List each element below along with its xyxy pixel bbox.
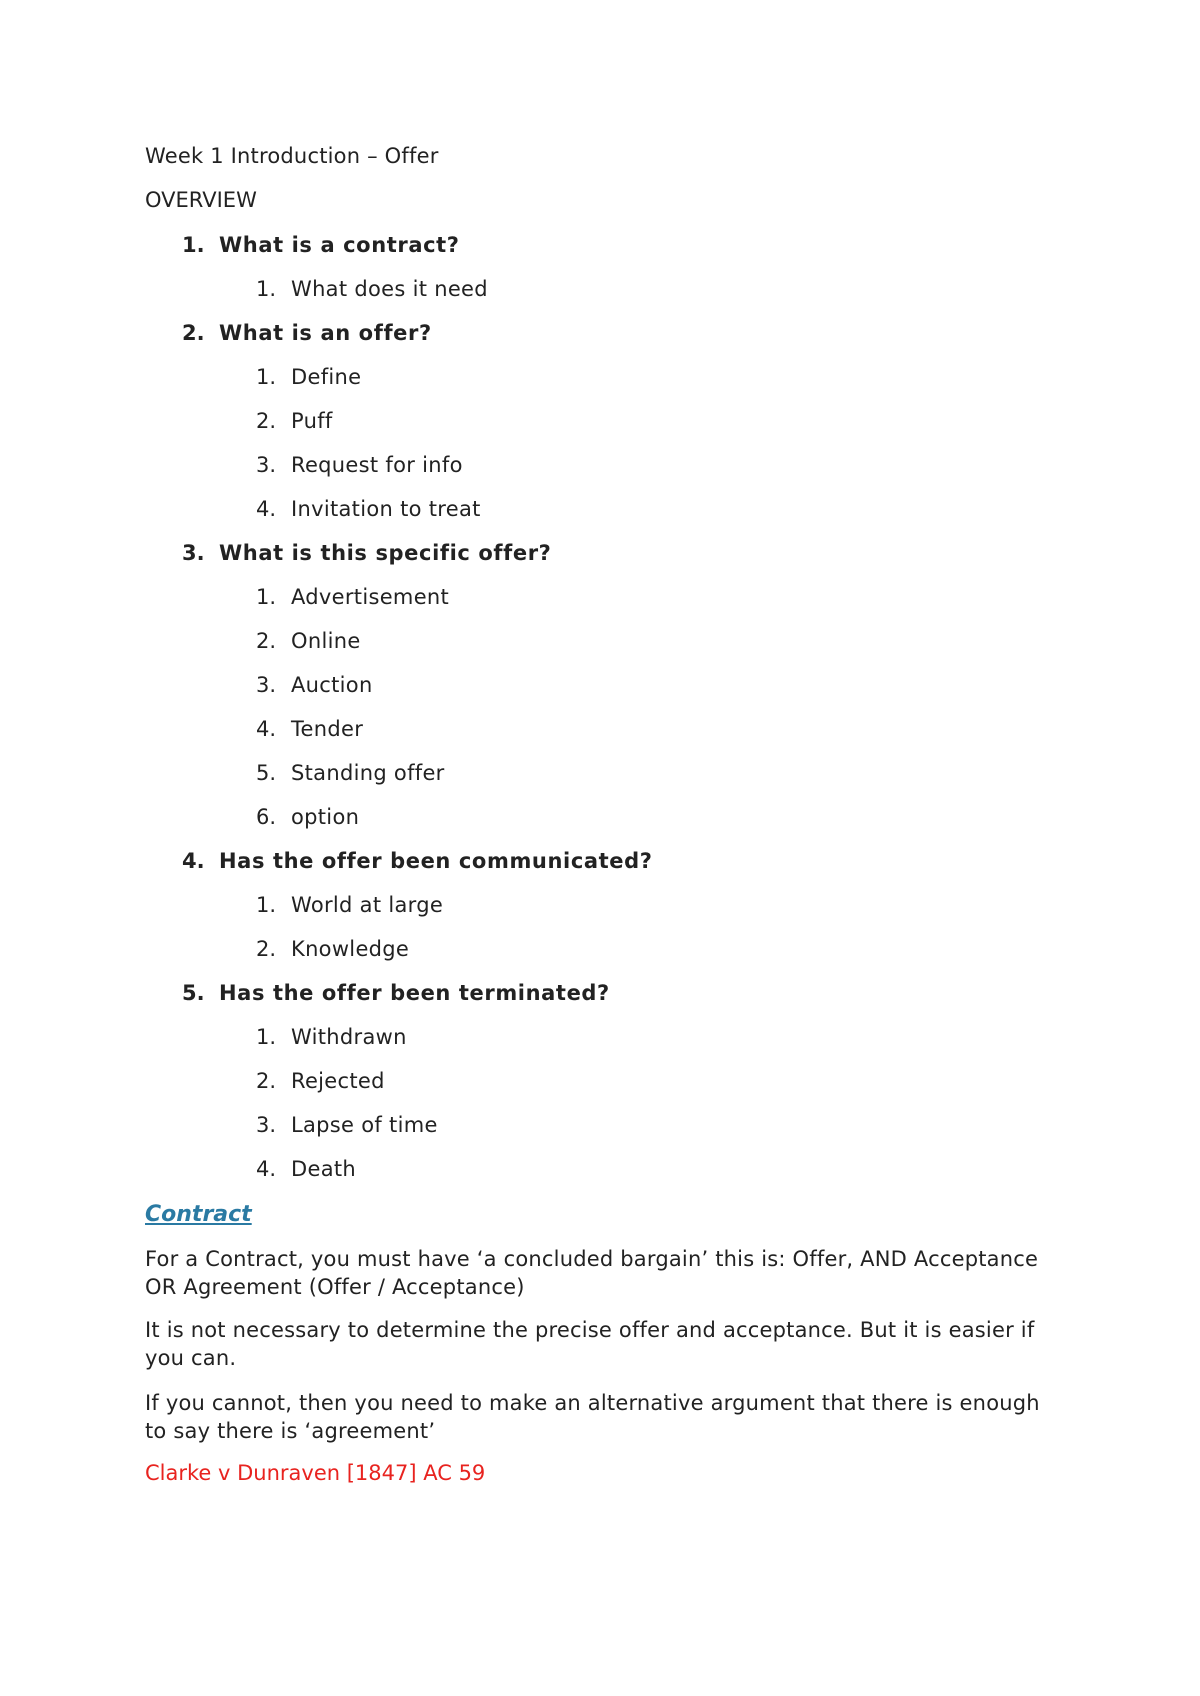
list-item-text: World at large [291,893,444,917]
question-text: What is this specific offer? [219,541,552,565]
list-number: 4. [256,497,277,521]
list-item [0,670,1200,714]
list-number: 1. [256,893,277,917]
outline-question [0,978,1200,1022]
list-number: 4. [256,717,277,741]
outline-question [0,846,1200,890]
list-item-text: Online [291,629,361,653]
list-number: 2. [256,629,277,653]
list-item [0,1022,1200,1066]
list-item [0,494,1200,538]
list-number: 2. [256,1069,277,1093]
list-item [0,1154,1200,1198]
list-item [0,714,1200,758]
overview-label: OVERVIEW [145,188,257,212]
list-item [0,1066,1200,1110]
list-number: 1. [256,277,277,301]
list-item [0,934,1200,978]
list-number: 6. [256,805,277,829]
list-item [0,274,1200,318]
list-item-text: Puff [291,409,333,433]
list-number: 3. [256,1113,277,1137]
list-item-text: Rejected [291,1069,385,1093]
list-item [0,362,1200,406]
outline-section [0,230,1200,318]
list-item-text: Death [291,1157,357,1181]
list-item [0,626,1200,670]
body-paragraph: If you cannot, then you need to make an alternative argument that there is enough to say there is ‘agreement’ [145,1391,1040,1443]
list-number: 1. [256,585,277,609]
list-item-text: Invitation to treat [291,497,481,521]
list-number: 2. [256,937,277,961]
list-item-text: Withdrawn [291,1025,407,1049]
list-item-text: Request for info [291,453,463,477]
list-item [0,802,1200,846]
outline-question [0,318,1200,362]
list-item-text: Tender [291,717,364,741]
list-number: 3. [256,453,277,477]
body-paragraph: For a Contract, you must have ‘a concluded bargain’ this is: Offer, AND Acceptance OR Agreement (Offer / Acceptance) [145,1247,1039,1299]
question-text: Has the offer been terminated? [219,981,610,1005]
question-text: What is an offer? [219,321,432,345]
outline-question [0,230,1200,274]
list-item-text: Define [291,365,362,389]
list-item [0,758,1200,802]
section-heading-contract: Contract [145,1202,252,1227]
list-item [0,582,1200,626]
list-number: 1. [256,365,277,389]
list-number: 3. [256,673,277,697]
list-item [0,450,1200,494]
list-number: 4. [182,849,205,873]
list-item-text: Advertisement [291,585,450,609]
document-title: Week 1 Introduction – Offer [145,144,439,168]
outline-section [0,318,1200,538]
list-number: 2. [182,321,205,345]
outline-section [0,538,1200,846]
list-number: 1. [256,1025,277,1049]
list-number: 3. [182,541,205,565]
question-text: What is a contract? [219,233,460,257]
list-number: 2. [256,409,277,433]
list-item-text: Standing offer [291,761,445,785]
list-number: 1. [182,233,205,257]
list-item-text: Lapse of time [291,1113,438,1137]
case-citation: Clarke v Dunraven [1847] AC 59 [145,1461,486,1485]
question-text: Has the offer been communicated? [219,849,653,873]
overview-outline [0,230,1200,1198]
list-number: 5. [182,981,205,1005]
list-item-text: option [291,805,360,829]
list-item-text: Auction [291,673,373,697]
outline-section [0,846,1200,978]
body-paragraph: It is not necessary to determine the precise offer and acceptance. But it is easier if you can. [145,1318,1035,1370]
list-item [0,890,1200,934]
list-number: 4. [256,1157,277,1181]
outline-section [0,978,1200,1198]
outline-question [0,538,1200,582]
list-item [0,406,1200,450]
list-item-text: Knowledge [291,937,410,961]
list-item [0,1110,1200,1154]
list-number: 5. [256,761,277,785]
list-item-text: What does it need [291,277,488,301]
